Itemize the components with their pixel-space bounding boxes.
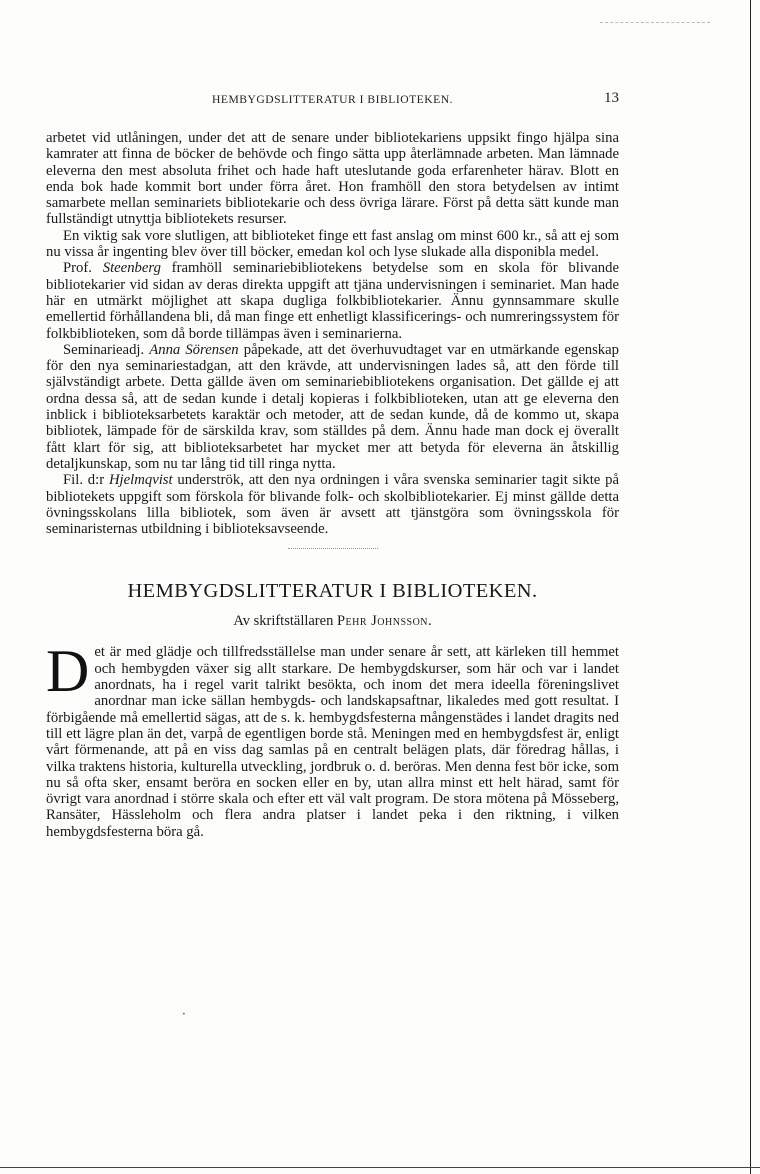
speaker-title: Seminarieadj. — [63, 341, 150, 358]
author-name: Pehr Johnsson — [336, 613, 429, 630]
byline — [46, 613, 619, 630]
speaker-title: Prof. — [63, 260, 103, 277]
paragraph-text: arbetet vid utlåningen, under det att de senare under bibliotekariens uppsikt fingo hjälpa sina kamrater att finna de böcker de behövde och fingo sätta upp återlämnade arbeten. Man lämnade eleverna den mest absoluta frihet och hade haft uteslutande goda erfarenheter härav. Blott en enda bok hade kommit bort under förra året. Hon framhöll den stora betydelsen av intimt samarbete mellan seminariets bibliotekarie och dess övriga lärare. Först på detta sätt kunde man fullständigt utnyttja bibliotekets resurser. — [46, 130, 619, 228]
page-number: 13 — [604, 90, 619, 106]
paragraph — [46, 260, 619, 341]
byline-suffix: . — [428, 613, 432, 630]
scan-speck: ‧ — [182, 1007, 186, 1021]
speaker-name: Hjelmqvist — [108, 472, 173, 489]
speaker-title: Fil. d:r — [63, 472, 109, 489]
article-body-text: et är med glädje och tillfredsställelse man under senare år sett, att kärleken till hemmet och hembygden växer sig allt starkare. De hembygdskurser, som här och var i landet anordnats, ha i regel varit talrikt besökta, och inom det mera ideella föreningslivet anordnar man icke sällan hembygds- och landskapsaftnar, likaledes med gott resultat. I förbigående må emellertid sägas, att de s. k. hembygdsfesterna mångenstädes i landet dragits ned till ett lägre plan än det, varpå de egentligen borde stå. Meningen med en hembygdsfest är, enligt vårt förmenande, att på en viss dag samlas på en centralt belägen plats, där föredrag hållas, i vilka traktens historia, kulturella utveckling, jordbruk o. d. beröras. Men denna fest bör icke, som nu så ofta sker, ensamt beröra en socken eller en by, utan allra minst ett helt härad, samt för övrigt vara anordnad i större skala och efter ett väl valt program. De stora mötena på Mösseberg, Ransäter, Hässleholm och flera andra platser i landet peka i den riktning, i vilken hembygdsfesterna böra gå. — [46, 644, 619, 840]
paragraph-text: En viktig sak vore slutligen, att biblioteket finge ett fast anslag om minst 600 kr., så att ej som nu vissa år ingenting blev över till böcker, emedan kol och lyse slukade alla disponibla medel. — [46, 227, 619, 261]
paragraph-text: påpekade, att det överhuvudtaget var en utmärkande egenskap för den nya seminariestadgan, att den krävde, att undervisningen lades så, att den förde till självständigt arbete. Detta gällde även om seminariebibliotekens organisation. Det gällde ej att ordna dessa så, att de sedan kunde i detalj kopieras i folkbiblioteken, utan att ge eleverna den inblick i biblioteksarbetets karaktär och metoder, att de sedan kunde, då de kommo ut, skapa bibliotek, lämpade för de särskilda krav, som ställdes på dem. Ännu hade man dock ej överallt fått klart för sig, att biblioteksarbetet har mycket mer att betyda för eleverna än åtskillig detaljkunskap, som nu tar lång tid till ringa nytta. — [46, 341, 619, 472]
paragraph — [46, 342, 619, 472]
page-edge-right — [750, 0, 751, 1174]
paragraph-text: underströk, att den nya ordningen i våra svenska seminarier tagit sikte på bibliotekets uppgift som förskola för blivande folk- och skolbibliotekarier. Ej minst gällde detta övningsskolans lilla bibliotek, som även är avsett att tjänstgöra som övningsskola för seminaristernas utbildning i biblioteksavseende. — [46, 472, 619, 538]
article — [46, 579, 619, 840]
article-title: HEMBYGDSLITTERATUR I BIBLIOTEKEN. — [127, 580, 538, 603]
speaker-name: Anna Sörensen — [149, 341, 239, 358]
previous-article-conclusion — [46, 130, 619, 537]
running-title: HEMBYGDSLITTERATUR I BIBLIOTEKEN. — [212, 93, 453, 106]
page-body — [46, 130, 619, 840]
scan-mark — [600, 22, 710, 23]
paragraph — [46, 472, 619, 537]
section-divider — [288, 548, 378, 549]
paragraph-text: framhöll seminariebibliotekens betydelse som en skola för blivande bibliotekarier vid sidan av deras direkta uppgift att tjäna undervisningen i seminariet. Man hade här en utmärkt möjlighet att skapa dugliga folkbibliotekarier. Ännu gynnsammare skulle emellertid förhållandena bli, då man finge ett enhetligt klassificerings- och numreringssystem för folkbiblioteken, som då borde tillämpas även i seminarierna. — [46, 260, 619, 342]
paragraph — [46, 130, 619, 228]
page-header — [46, 90, 619, 113]
page-edge-bottom — [0, 1167, 760, 1168]
drop-cap: D — [46, 638, 90, 705]
speaker-name: Steenberg — [102, 260, 161, 277]
byline-prefix: Av skriftställaren — [233, 613, 334, 630]
paragraph — [46, 228, 619, 261]
article-paragraph — [46, 638, 619, 840]
